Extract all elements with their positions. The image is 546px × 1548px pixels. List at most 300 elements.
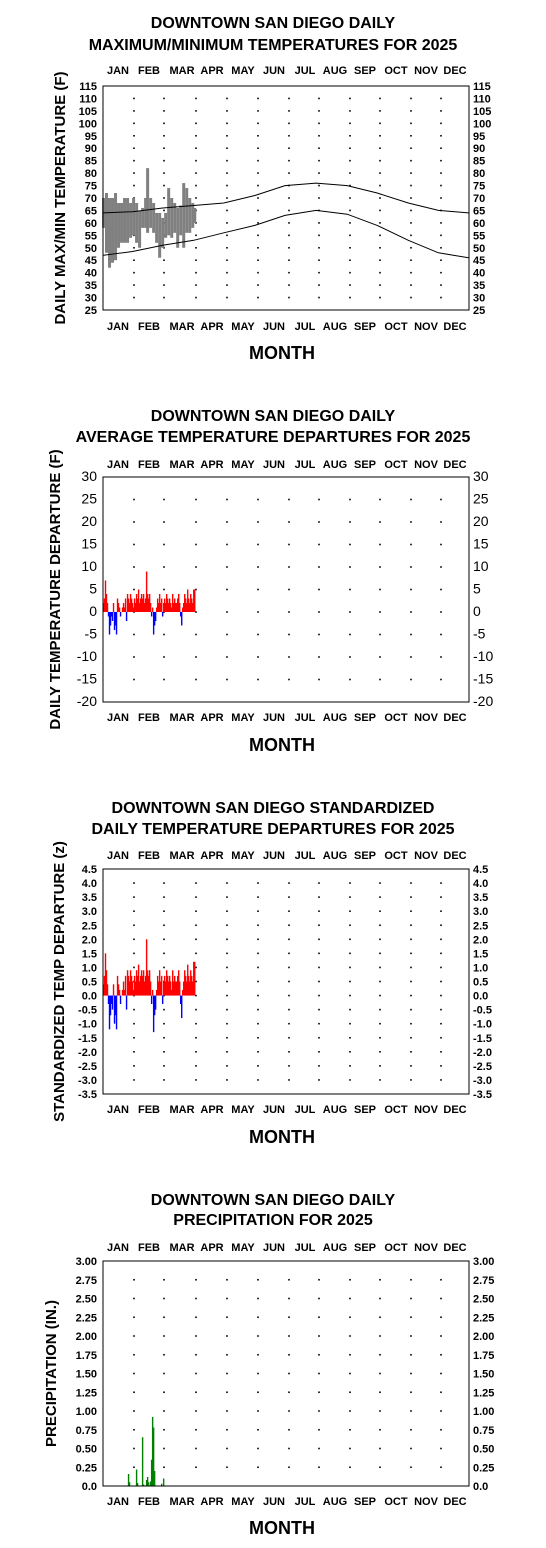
month-label-top: MAR <box>169 1242 195 1254</box>
grid-dot <box>379 1079 381 1081</box>
month-label-top: JUL <box>294 850 316 862</box>
grid-dot <box>133 1037 135 1039</box>
grid-dot <box>288 272 290 274</box>
grid-dot <box>133 499 135 501</box>
y-tick-label-left: -0.5 <box>78 1004 97 1017</box>
grid-dot <box>318 160 320 162</box>
month-label-top: DEC <box>443 459 467 471</box>
grid-dot <box>288 197 290 199</box>
grid-dot <box>349 1410 351 1412</box>
grid-dot <box>226 1316 228 1318</box>
grid-dot <box>318 589 320 591</box>
y-tick-label-left: 100 <box>78 118 97 131</box>
grid-dot <box>288 896 290 898</box>
grid-dot <box>318 981 320 983</box>
grid-dot <box>257 1051 259 1053</box>
negative-departure-bar <box>151 996 152 1004</box>
y-tick-label-left: 2.25 <box>75 1312 97 1325</box>
grid-dot <box>318 1298 320 1300</box>
grid-dot <box>288 123 290 125</box>
grid-dot <box>410 656 412 658</box>
grid-dot <box>410 1298 412 1300</box>
month-label-bottom: JAN <box>106 712 130 724</box>
month-label-bottom: JUN <box>262 321 286 333</box>
y-tick-label-right: 0.5 <box>473 976 489 989</box>
y-axis-label: DAILY TEMPERATURE DEPARTURE (F) <box>47 449 64 730</box>
grid-dot <box>257 1316 259 1318</box>
grid-dot <box>257 1298 259 1300</box>
grid-dot <box>288 1335 290 1337</box>
grid-dot <box>226 235 228 237</box>
month-label-top: SEP <box>353 459 377 471</box>
grid-dot <box>318 1448 320 1450</box>
y-tick-label-left: -10 <box>76 648 97 664</box>
observed-range-bar <box>182 183 185 248</box>
grid-dot <box>288 222 290 224</box>
y-tick-label-left: 20 <box>81 513 97 529</box>
y-tick-label-left: 3.0 <box>81 906 97 919</box>
observed-range-bar <box>108 198 111 268</box>
grid-dot <box>195 882 197 884</box>
grid-dot <box>318 1037 320 1039</box>
grid-dot <box>318 544 320 546</box>
observed-range-bar <box>185 188 188 233</box>
grid-dot <box>349 110 351 112</box>
grid-dot <box>318 611 320 613</box>
grid-dot <box>349 1298 351 1300</box>
grid-dot <box>195 1466 197 1468</box>
grid-dot <box>440 235 442 237</box>
y-tick-label-right: 4.0 <box>473 878 489 891</box>
y-tick-label-right: 75 <box>473 180 486 193</box>
grid-dot <box>410 967 412 969</box>
month-label-top: MAY <box>231 65 255 77</box>
month-label-bottom: AUG <box>322 1104 348 1116</box>
grid-dot <box>195 953 197 955</box>
plot-frame <box>103 477 469 702</box>
chart-title-line: DOWNTOWN SAN DIEGO DAILY <box>150 1192 396 1209</box>
grid-dot <box>133 896 135 898</box>
grid-dot <box>257 135 259 137</box>
grid-dot <box>226 210 228 212</box>
grid-dot <box>410 1079 412 1081</box>
grid-dot <box>163 185 165 187</box>
grid-dot <box>195 939 197 941</box>
y-tick-label-right: 100 <box>473 118 492 131</box>
grid-dot <box>195 1037 197 1039</box>
grid-dot <box>379 589 381 591</box>
grid-dot <box>257 1466 259 1468</box>
grid-dot <box>257 896 259 898</box>
grid-dot <box>288 1079 290 1081</box>
grid-dot <box>133 521 135 523</box>
grid-dot <box>410 172 412 174</box>
grid-dot <box>226 297 228 299</box>
grid-dot <box>133 953 135 955</box>
grid-dot <box>440 656 442 658</box>
grid-dot <box>133 284 135 286</box>
grid-dot <box>349 123 351 125</box>
grid-dot <box>288 656 290 658</box>
grid-dot <box>349 953 351 955</box>
grid-dot <box>195 910 197 912</box>
grid-dot <box>257 953 259 955</box>
grid-dot <box>163 1316 165 1318</box>
month-label-bottom: JUL <box>294 321 316 333</box>
grid-dot <box>288 1023 290 1025</box>
y-axis-label: DAILY MAX/MIN TEMPERATURE (F) <box>52 71 69 325</box>
grid-dot <box>318 297 320 299</box>
month-label-bottom: MAR <box>169 321 195 333</box>
grid-dot <box>440 172 442 174</box>
grid-dot <box>195 896 197 898</box>
grid-dot <box>440 1009 442 1011</box>
grid-dot <box>257 172 259 174</box>
grid-dot <box>163 544 165 546</box>
observed-range-bar <box>193 208 196 223</box>
observed-range-bar <box>164 213 167 238</box>
positive-departure-bar <box>107 603 108 612</box>
observed-range-bar <box>179 205 182 235</box>
y-tick-label-left: 2.5 <box>81 920 97 933</box>
grid-dot <box>195 272 197 274</box>
precip-bar <box>154 1471 155 1486</box>
precip-bar <box>163 1479 164 1487</box>
grid-dot <box>440 1316 442 1318</box>
grid-dot <box>349 172 351 174</box>
grid-dot <box>379 247 381 249</box>
month-label-top: JUL <box>294 459 316 471</box>
grid-dot <box>379 1065 381 1067</box>
grid-dot <box>133 1429 135 1431</box>
month-label-bottom: AUG <box>322 321 348 333</box>
grid-dot <box>226 981 228 983</box>
grid-dot <box>133 634 135 636</box>
grid-dot <box>163 499 165 501</box>
grid-dot <box>226 1298 228 1300</box>
grid-dot <box>195 110 197 112</box>
month-label-top: FEB <box>138 1242 160 1254</box>
grid-dot <box>226 1023 228 1025</box>
grid-dot <box>440 953 442 955</box>
y-tick-label-right: -2.5 <box>473 1060 492 1073</box>
chart-title-line: DAILY TEMPERATURE DEPARTURES FOR 2025 <box>91 821 455 838</box>
grid-dot <box>379 297 381 299</box>
grid-dot <box>163 679 165 681</box>
y-tick-label-left: 2.00 <box>75 1331 97 1343</box>
grid-dot <box>349 210 351 212</box>
grid-dot <box>163 1335 165 1337</box>
month-label-top: OCT <box>384 850 408 862</box>
grid-dot <box>288 259 290 261</box>
grid-dot <box>257 1065 259 1067</box>
y-tick-label-left: 95 <box>84 130 97 143</box>
y-tick-label-right: -1.5 <box>473 1032 492 1045</box>
grid-dot <box>349 1023 351 1025</box>
grid-dot <box>288 247 290 249</box>
grid-dot <box>226 110 228 112</box>
grid-dot <box>163 656 165 658</box>
y-tick-label-left: 0.50 <box>75 1443 97 1456</box>
grid-dot <box>195 197 197 199</box>
chart-title-line: DOWNTOWN SAN DIEGO DAILY <box>150 408 396 425</box>
month-label-top: AUG <box>322 850 348 862</box>
month-label-top: SEP <box>353 1242 377 1254</box>
grid-dot <box>226 589 228 591</box>
grid-dot <box>379 566 381 568</box>
y-tick-label-left: 1.25 <box>75 1387 97 1400</box>
grid-dot <box>163 123 165 125</box>
y-tick-label-right: 45 <box>473 255 486 268</box>
grid-dot <box>195 135 197 137</box>
grid-dot <box>410 589 412 591</box>
month-label-top: MAY <box>231 459 255 471</box>
grid-dot <box>257 1037 259 1039</box>
y-tick-label-left: 1.75 <box>75 1349 97 1362</box>
grid-dot <box>288 1410 290 1412</box>
month-label-bottom: JAN <box>106 1496 130 1508</box>
y-tick-label-left: 15 <box>81 535 97 552</box>
grid-dot <box>288 1391 290 1393</box>
month-label-bottom: OCT <box>384 712 408 724</box>
grid-dot <box>257 1429 259 1431</box>
grid-dot <box>349 1354 351 1356</box>
grid-dot <box>226 656 228 658</box>
y-tick-label-left: 4.0 <box>81 878 97 891</box>
grid-dot <box>410 1051 412 1053</box>
positive-departure-bar <box>107 984 108 995</box>
grid-dot <box>133 1298 135 1300</box>
y-tick-label-left: 75 <box>84 180 97 193</box>
grid-dot <box>195 1009 197 1011</box>
grid-dot <box>257 1009 259 1011</box>
y-tick-label-right: 95 <box>473 130 486 143</box>
grid-dot <box>349 1009 351 1011</box>
y-tick-label-right: 35 <box>473 280 486 293</box>
grid-dot <box>133 272 135 274</box>
y-tick-label-left: 1.00 <box>75 1406 97 1418</box>
grid-dot <box>163 1279 165 1281</box>
grid-dot <box>440 160 442 162</box>
y-tick-label-left: 30 <box>81 468 97 484</box>
grid-dot <box>440 123 442 125</box>
negative-departure-bar <box>181 612 182 626</box>
y-tick-label-right: 4.5 <box>473 864 489 876</box>
grid-dot <box>195 98 197 100</box>
grid-dot <box>257 1410 259 1412</box>
y-tick-label-left: -1.0 <box>78 1018 97 1031</box>
grid-dot <box>133 110 135 112</box>
y-tick-label-left: 0.25 <box>75 1462 97 1475</box>
grid-dot <box>288 135 290 137</box>
month-label-bottom: APR <box>200 712 224 724</box>
grid-dot <box>195 1279 197 1281</box>
month-label-bottom: MAR <box>169 712 195 724</box>
grid-dot <box>163 1410 165 1412</box>
grid-dot <box>440 1023 442 1025</box>
grid-dot <box>410 297 412 299</box>
grid-dot <box>349 1279 351 1281</box>
grid-dot <box>288 297 290 299</box>
grid-dot <box>133 1009 135 1011</box>
month-label-top: OCT <box>384 459 408 471</box>
y-tick-label-left: 0.0 <box>81 1481 97 1493</box>
grid-dot <box>288 679 290 681</box>
y-tick-label-left: 0 <box>89 603 97 619</box>
grid-dot <box>349 981 351 983</box>
grid-dot <box>257 521 259 523</box>
month-label-bottom: JUN <box>262 1496 286 1508</box>
grid-dot <box>379 1051 381 1053</box>
grid-dot <box>163 924 165 926</box>
month-label-top: AUG <box>322 459 348 471</box>
month-label-bottom: SEP <box>353 321 377 333</box>
grid-dot <box>226 953 228 955</box>
chart-title-line: AVERAGE TEMPERATURE DEPARTURES FOR 2025 <box>75 429 471 446</box>
grid-dot <box>288 1051 290 1053</box>
grid-dot <box>163 297 165 299</box>
month-label-bottom: NOV <box>414 321 438 333</box>
grid-dot <box>440 1298 442 1300</box>
grid-dot <box>318 1065 320 1067</box>
grid-dot <box>226 521 228 523</box>
month-label-bottom: AUG <box>322 1496 348 1508</box>
grid-dot <box>226 1410 228 1412</box>
month-label-top: JUL <box>294 65 316 77</box>
grid-dot <box>133 185 135 187</box>
grid-dot <box>195 147 197 149</box>
month-label-top: AUG <box>322 65 348 77</box>
y-tick-label-left: -5 <box>84 625 97 642</box>
positive-departure-bar <box>152 608 153 613</box>
grid-dot <box>440 197 442 199</box>
grid-dot <box>379 135 381 137</box>
month-label-top: AUG <box>322 1242 348 1254</box>
grid-dot <box>440 499 442 501</box>
chart-maxmin <box>52 15 491 363</box>
grid-dot <box>195 297 197 299</box>
grid-dot <box>133 297 135 299</box>
grid-dot <box>410 123 412 125</box>
grid-dot <box>257 1079 259 1081</box>
grid-dot <box>226 611 228 613</box>
grid-dot <box>288 953 290 955</box>
observed-range-bar <box>149 198 152 228</box>
grid-dot <box>226 939 228 941</box>
grid-dot <box>379 521 381 523</box>
grid-dot <box>133 1391 135 1393</box>
grid-dot <box>257 967 259 969</box>
grid-dot <box>226 882 228 884</box>
grid-dot <box>379 953 381 955</box>
grid-dot <box>195 1354 197 1356</box>
negative-departure-bar <box>155 996 156 1010</box>
month-label-bottom: JUN <box>262 712 286 724</box>
grid-dot <box>257 981 259 983</box>
grid-dot <box>440 679 442 681</box>
grid-dot <box>379 656 381 658</box>
grid-dot <box>379 123 381 125</box>
grid-dot <box>195 1373 197 1375</box>
grid-dot <box>318 910 320 912</box>
grid-dot <box>379 222 381 224</box>
month-label-bottom: MAY <box>231 321 255 333</box>
y-tick-label-right: 50 <box>473 242 486 255</box>
y-tick-label-left: 4.5 <box>81 864 97 876</box>
grid-dot <box>257 297 259 299</box>
grid-dot <box>288 172 290 174</box>
y-tick-label-right: 0.25 <box>473 1462 495 1475</box>
grid-dot <box>195 521 197 523</box>
grid-dot <box>133 967 135 969</box>
month-label-bottom: APR <box>200 1104 224 1116</box>
positive-departure-bar <box>119 608 120 613</box>
y-tick-label-left: 65 <box>84 205 97 218</box>
y-tick-label-right: 65 <box>473 205 486 218</box>
grid-dot <box>318 1316 320 1318</box>
negative-departure-bar <box>151 612 152 617</box>
positive-departure-bar <box>179 982 180 996</box>
y-tick-label-right: 30 <box>473 292 486 305</box>
y-tick-label-right: 20 <box>473 513 489 529</box>
y-tick-label-right: -0.5 <box>473 1004 492 1017</box>
grid-dot <box>349 247 351 249</box>
grid-dot <box>288 1448 290 1450</box>
grid-dot <box>133 1023 135 1025</box>
month-label-bottom: FEB <box>138 321 160 333</box>
grid-dot <box>440 259 442 261</box>
month-label-top: JUN <box>262 1242 286 1254</box>
grid-dot <box>349 499 351 501</box>
chart-title-line: MAXIMUM/MINIMUM TEMPERATURES FOR 2025 <box>88 37 458 54</box>
chart-title-line: DOWNTOWN SAN DIEGO STANDARDIZED <box>111 800 435 817</box>
month-label-top: MAY <box>231 850 255 862</box>
month-label-bottom: SEP <box>353 1496 377 1508</box>
grid-dot <box>257 1335 259 1337</box>
grid-dot <box>133 679 135 681</box>
grid-dot <box>410 1065 412 1067</box>
grid-dot <box>349 1051 351 1053</box>
grid-dot <box>226 172 228 174</box>
negative-departure-bar <box>116 612 117 635</box>
grid-dot <box>379 1373 381 1375</box>
grid-dot <box>163 210 165 212</box>
grid-dot <box>410 160 412 162</box>
grid-dot <box>133 910 135 912</box>
grid-dot <box>133 1466 135 1468</box>
grid-dot <box>133 160 135 162</box>
month-label-bottom: FEB <box>138 712 160 724</box>
observed-range-bar <box>152 203 155 233</box>
plot-frame <box>103 1261 469 1486</box>
grid-dot <box>410 896 412 898</box>
grid-dot <box>379 1335 381 1337</box>
grid-dot <box>349 1316 351 1318</box>
month-label-top: MAR <box>169 65 195 77</box>
grid-dot <box>133 1354 135 1356</box>
grid-dot <box>318 896 320 898</box>
grid-dot <box>349 1037 351 1039</box>
month-label-bottom: SEP <box>353 712 377 724</box>
grid-dot <box>379 981 381 983</box>
grid-dot <box>379 1023 381 1025</box>
month-label-bottom: OCT <box>384 1104 408 1116</box>
grid-dot <box>440 1065 442 1067</box>
grid-dot <box>379 499 381 501</box>
y-tick-label-right: 2.0 <box>473 934 489 947</box>
grid-dot <box>288 147 290 149</box>
negative-departure-bar <box>162 996 163 1004</box>
